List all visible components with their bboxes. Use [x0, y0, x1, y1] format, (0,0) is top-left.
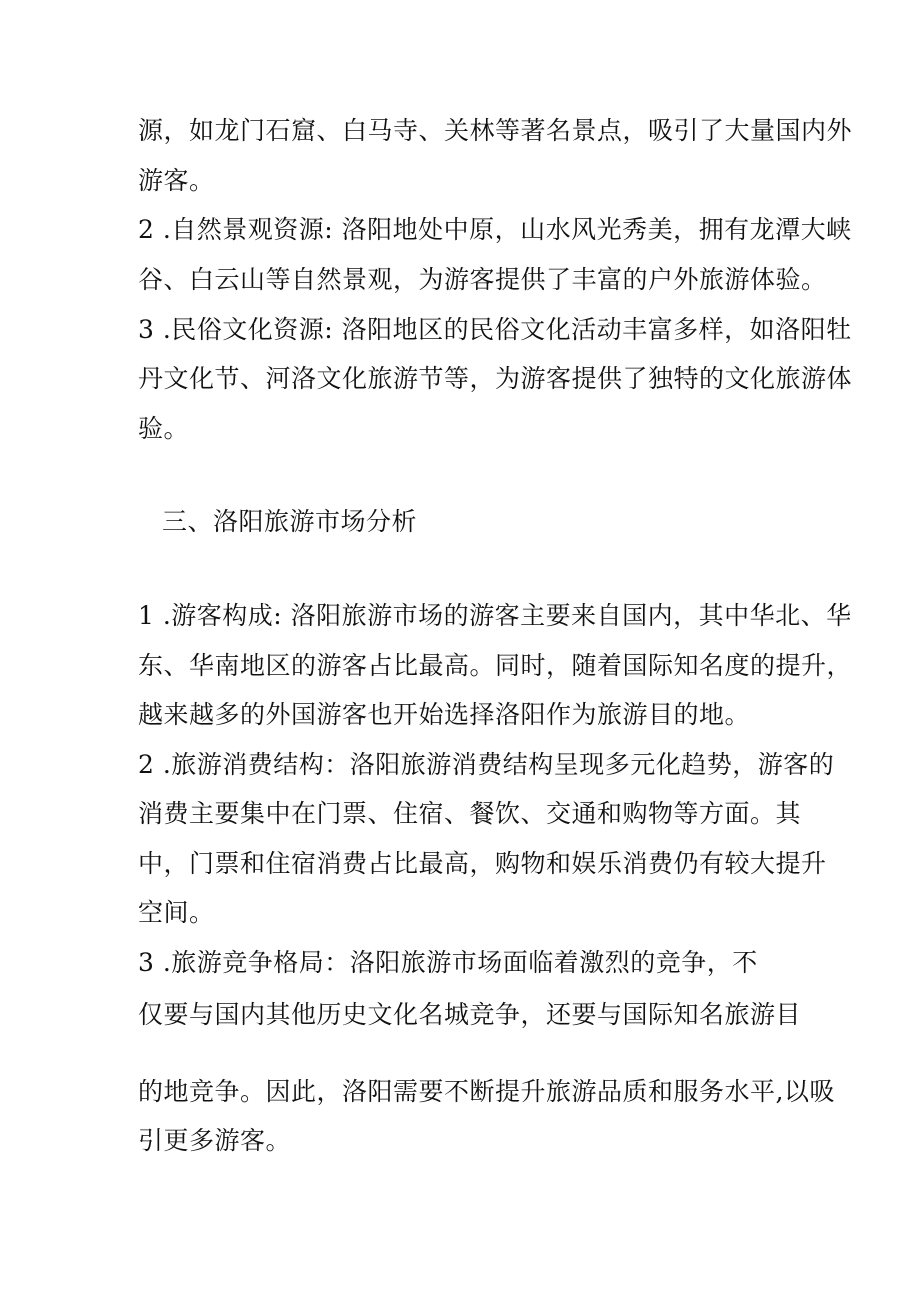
paragraph-line: 越来越多的外国游客也开始选择洛阳作为旅游目的地。 [138, 700, 751, 729]
paragraph-line: 中，门票和住宿消费占比最高，购物和娱乐消费仍有较大提升 [138, 849, 827, 878]
paragraph-line: 消费主要集中在门票、住宿、餐饮、交通和购物等方面。其 [138, 799, 802, 828]
list-item-consumption-structure: 2 .旅游消费结构：洛阳旅游消费结构呈现多元化趋势，游客的 [138, 750, 835, 779]
paragraph-line: 东、华南地区的游客占比最高。同时，随着国际知名度的提升， [138, 651, 853, 680]
paragraph-line: 丹文化节、河洛文化旅游节等，为游客提供了独特的文化旅游体 [138, 364, 853, 393]
paragraph-line: 源，如龙门石窟、白马寺、关林等著名景点，吸引了大量国内外 [138, 116, 853, 145]
paragraph-line: 引更多游客。 [138, 1126, 292, 1155]
paragraph-line: 的地竞争。因此，洛阳需要不断提升旅游品质和服务水平,以吸 [138, 1077, 835, 1106]
section-heading: 三、洛阳旅游市场分析 [162, 507, 418, 536]
paragraph-line: 游客。 [138, 166, 215, 195]
paragraph-line: 验。 [138, 414, 190, 443]
paragraph-line: 空间。 [138, 898, 215, 927]
list-item-visitor-composition: 1 .游客构成: 洛阳旅游市场的游客主要来自国内，其中华北、华 [138, 601, 852, 630]
paragraph-line: 谷、白云山等自然景观，为游客提供了丰富的户外旅游体验。 [138, 265, 827, 294]
list-item-competition: 3 .旅游竞争格局：洛阳旅游市场面临着激烈的竞争，不 [138, 948, 758, 977]
paragraph-line: 仅要与国内其他历史文化名城竞争，还要与国际知名旅游目 [138, 1000, 802, 1029]
list-item-folk-culture: 3 .民俗文化资源: 洛阳地区的民俗文化活动丰富多样，如洛阳牡 [138, 315, 852, 344]
list-item-natural-scenery: 2 .自然景观资源: 洛阳地处中原，山水风光秀美，拥有龙潭大峡 [138, 215, 852, 244]
